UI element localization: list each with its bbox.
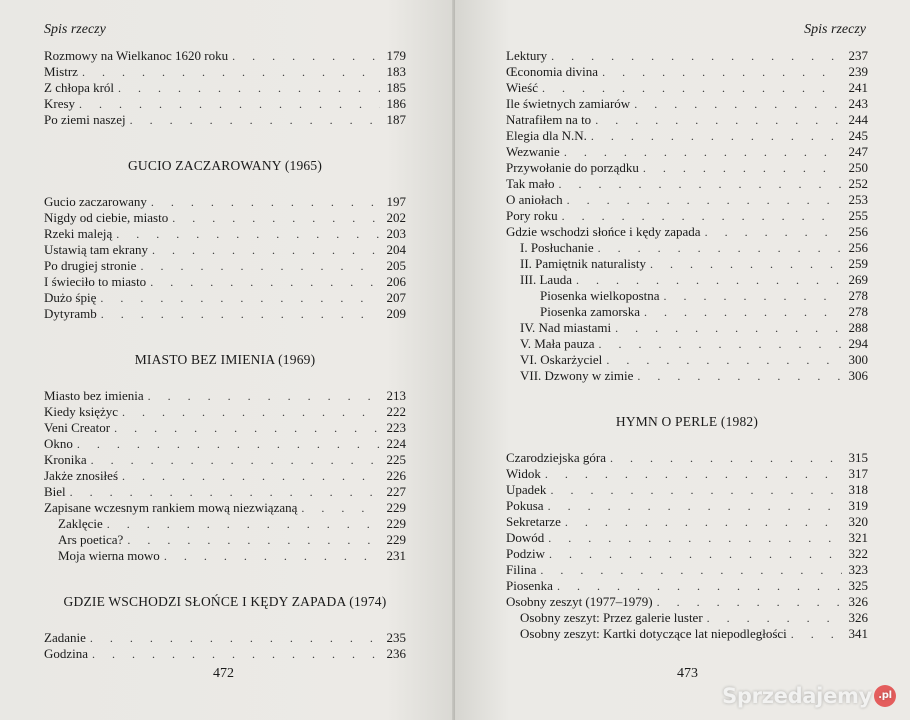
toc-entry xyxy=(506,240,868,256)
toc-dot-leader xyxy=(549,546,842,562)
toc-entry-page: 187 xyxy=(386,112,406,127)
toc-entry-page: 320 xyxy=(848,514,868,529)
toc-entry xyxy=(506,80,868,96)
toc-entry xyxy=(506,48,868,64)
toc-entry xyxy=(506,546,868,562)
toc-dot-leader xyxy=(576,272,842,288)
right-running-head: Spis rzeczy xyxy=(804,22,866,37)
toc-entry xyxy=(506,626,868,642)
section-spacer xyxy=(506,430,868,450)
toc-dot-leader xyxy=(707,610,842,626)
section-heading: HYMN O PERLE (1982) xyxy=(615,414,759,429)
toc-dot-leader xyxy=(82,64,380,80)
toc-dot-leader xyxy=(644,304,842,320)
toc-entry-title: Osobny zeszyt: Przez galerie luster xyxy=(520,610,703,625)
right-folio: 473 xyxy=(677,666,698,681)
toc-entry-page: 223 xyxy=(386,420,406,435)
toc-entry xyxy=(506,562,868,578)
section-spacer xyxy=(44,610,406,630)
toc-entry-page: 202 xyxy=(386,210,406,225)
toc-entry-page: 252 xyxy=(848,176,868,191)
left-toc xyxy=(44,48,406,662)
toc-entry-title: Kresy xyxy=(44,96,76,111)
toc-entry-page: 207 xyxy=(386,290,406,305)
toc-dot-leader xyxy=(148,388,380,404)
toc-entry-title: Veni Creator xyxy=(44,420,111,435)
toc-entry-page: 250 xyxy=(848,160,868,175)
toc-entry-title: I świeciło to miasto xyxy=(44,274,147,289)
toc-entry-title: Osobny zeszyt: Kartki dotyczące lat niepodległości xyxy=(520,626,787,641)
toc-entry xyxy=(44,436,406,452)
toc-dot-leader xyxy=(164,548,380,564)
toc-entry-page: 294 xyxy=(848,336,868,351)
toc-dot-leader xyxy=(791,626,842,642)
toc-entry-page: 213 xyxy=(386,388,406,403)
toc-entry-title: Osobny zeszyt (1977–1979) xyxy=(506,594,653,609)
toc-entry xyxy=(44,112,406,128)
toc-entry-title: Œconomia divina xyxy=(506,64,599,79)
toc-entry-page: 183 xyxy=(386,64,406,79)
toc-entry xyxy=(44,274,406,290)
toc-entry-page: 255 xyxy=(848,208,868,223)
toc-entry-title: Gucio zaczarowany xyxy=(44,194,147,209)
toc-entry-title: Elegia dla N.N. xyxy=(506,128,587,143)
toc-dot-leader xyxy=(107,516,380,532)
toc-entry-title: Pory roku xyxy=(506,208,558,223)
toc-dot-leader xyxy=(116,226,380,242)
toc-dot-leader xyxy=(152,242,380,258)
toc-dot-leader xyxy=(548,530,842,546)
toc-entry xyxy=(44,258,406,274)
toc-entry-page: 206 xyxy=(386,274,406,289)
toc-dot-leader xyxy=(551,48,842,64)
toc-entry-page: 256 xyxy=(848,240,868,255)
toc-entry-page: 197 xyxy=(386,194,406,209)
toc-entry-page: 241 xyxy=(848,80,868,95)
toc-dot-leader xyxy=(550,482,842,498)
toc-dot-leader xyxy=(79,96,380,112)
toc-entry xyxy=(44,484,406,500)
toc-entry-page: 226 xyxy=(386,468,406,483)
toc-entry-title: Okno xyxy=(44,436,73,451)
toc-dot-leader xyxy=(634,96,842,112)
toc-entry xyxy=(44,532,406,548)
toc-entry-page: 239 xyxy=(848,64,868,79)
toc-dot-leader xyxy=(118,80,380,96)
toc-entry-page: 236 xyxy=(386,646,406,661)
toc-entry-title: Natrafiłem na to xyxy=(506,112,592,127)
toc-entry-page: 321 xyxy=(848,530,868,545)
toc-dot-leader xyxy=(657,594,842,610)
toc-entry-page: 288 xyxy=(848,320,868,335)
toc-entry-page: 227 xyxy=(386,484,406,499)
toc-entry-title: Pokusa xyxy=(506,498,544,513)
section-heading: GUCIO ZACZAROWANY (1965) xyxy=(127,158,323,173)
toc-entry-page: 278 xyxy=(848,304,868,319)
toc-entry-title: Po ziemi naszej xyxy=(44,112,126,127)
toc-entry-page: 245 xyxy=(848,128,868,143)
toc-entry-title: Piosenka zamorska xyxy=(540,304,641,319)
toc-entry-title: Miasto bez imienia xyxy=(44,388,144,403)
toc-entry-title: Kiedy księżyc xyxy=(44,404,119,419)
toc-entry xyxy=(44,226,406,242)
toc-dot-leader xyxy=(598,336,842,352)
toc-entry xyxy=(44,646,406,662)
toc-entry-page: 317 xyxy=(848,466,868,481)
toc-entry-title: Po drugiej stronie xyxy=(44,258,137,273)
toc-entry-title: O aniołach xyxy=(506,192,563,207)
toc-dot-leader xyxy=(637,368,842,384)
toc-dot-leader xyxy=(557,578,842,594)
toc-entry-page: 229 xyxy=(386,532,406,547)
toc-dot-leader xyxy=(122,404,380,420)
toc-entry-page: 205 xyxy=(386,258,406,273)
toc-entry xyxy=(44,290,406,306)
toc-entry-title: Dowód xyxy=(506,530,545,545)
toc-entry-title: Filina xyxy=(506,562,537,577)
toc-entry-page: 244 xyxy=(848,112,868,127)
toc-dot-leader xyxy=(540,562,842,578)
toc-dot-leader xyxy=(114,420,380,436)
toc-dot-leader xyxy=(602,64,842,80)
toc-entry-page: 222 xyxy=(386,404,406,419)
toc-dot-leader xyxy=(610,450,842,466)
toc-entry-page: 209 xyxy=(386,306,406,321)
toc-entry xyxy=(506,256,868,272)
toc-dot-leader xyxy=(562,208,842,224)
toc-entry xyxy=(506,530,868,546)
toc-entry xyxy=(44,64,406,80)
toc-dot-leader xyxy=(100,290,380,306)
toc-entry-page: 315 xyxy=(848,450,868,465)
toc-entry-page: 300 xyxy=(848,352,868,367)
toc-entry xyxy=(44,306,406,322)
toc-entry-page: 326 xyxy=(848,610,868,625)
toc-entry-title: Ustawią tam ekrany xyxy=(44,242,148,257)
toc-entry-page: 259 xyxy=(848,256,868,271)
toc-entry-title: III. Lauda xyxy=(520,272,572,287)
watermark-text: Sprzedajemy xyxy=(722,684,872,708)
toc-entry xyxy=(506,176,868,192)
toc-entry-title: Tak mało xyxy=(506,176,555,191)
toc-dot-leader xyxy=(92,646,380,662)
toc-entry-title: Godzina xyxy=(44,646,89,661)
left-running-head: Spis rzeczy xyxy=(44,22,106,37)
toc-entry-title: Zaklęcie xyxy=(58,516,103,531)
toc-entry-page: 278 xyxy=(848,288,868,303)
toc-entry xyxy=(506,482,868,498)
toc-entry-page: 237 xyxy=(848,48,868,63)
toc-entry-page: 185 xyxy=(386,80,406,95)
toc-entry-title: II. Pamiętnik naturalisty xyxy=(520,256,647,271)
toc-entry-title: Ile świetnych zamiarów xyxy=(506,96,631,111)
toc-entry xyxy=(44,500,406,516)
toc-dot-leader xyxy=(172,210,380,226)
toc-dot-leader xyxy=(548,498,842,514)
toc-entry-title: V. Mała pauza xyxy=(520,336,595,351)
toc-entry xyxy=(44,80,406,96)
toc-entry xyxy=(506,128,868,144)
toc-dot-leader xyxy=(91,452,380,468)
toc-entry xyxy=(506,288,868,304)
toc-entry xyxy=(44,452,406,468)
left-folio: 472 xyxy=(213,666,234,681)
toc-entry-title: VI. Oskarżyciel xyxy=(520,352,603,367)
watermark-logo xyxy=(722,684,896,708)
toc-dot-leader xyxy=(591,128,842,144)
toc-entry-title: Podziw xyxy=(506,546,545,561)
toc-entry-page: 203 xyxy=(386,226,406,241)
toc-entry xyxy=(506,450,868,466)
toc-entry-title: Upadek xyxy=(506,482,547,497)
toc-entry-page: 225 xyxy=(386,452,406,467)
section-spacer xyxy=(44,322,406,352)
toc-entry-title: Wezwanie xyxy=(506,144,560,159)
toc-dot-leader xyxy=(101,306,380,322)
toc-entry xyxy=(44,548,406,564)
toc-entry-title: Rozmowy na Wielkanoc 1620 roku xyxy=(44,48,229,63)
toc-entry-page: 204 xyxy=(386,242,406,257)
toc-entry xyxy=(506,578,868,594)
toc-entry xyxy=(506,352,868,368)
toc-entry xyxy=(44,194,406,210)
toc-dot-leader xyxy=(650,256,842,272)
toc-entry-page: 224 xyxy=(386,436,406,451)
toc-dot-leader xyxy=(232,48,380,64)
toc-entry xyxy=(506,208,868,224)
toc-entry-title: VII. Dzwony w zimie xyxy=(520,368,634,383)
toc-dot-leader xyxy=(615,320,842,336)
toc-dot-leader xyxy=(150,274,380,290)
toc-entry xyxy=(506,610,868,626)
section-heading: GDZIE WSCHODZI SŁOŃCE I KĘDY ZAPADA (1974) xyxy=(63,594,387,609)
toc-dot-leader xyxy=(127,532,380,548)
toc-entry-title: Czarodziejska góra xyxy=(506,450,606,465)
toc-dot-leader xyxy=(130,112,380,128)
toc-dot-leader xyxy=(559,176,842,192)
toc-entry-page: 326 xyxy=(848,594,868,609)
toc-entry xyxy=(44,388,406,404)
toc-dot-leader xyxy=(122,468,380,484)
toc-entry-page: 325 xyxy=(848,578,868,593)
toc-entry-title: Moja wierna mowo xyxy=(58,548,160,563)
toc-entry-page: 253 xyxy=(848,192,868,207)
toc-entry-title: Lektury xyxy=(506,48,548,63)
toc-entry-title: Piosenka wielkopostna xyxy=(540,288,660,303)
toc-entry xyxy=(44,242,406,258)
toc-entry xyxy=(506,272,868,288)
toc-entry-title: Z chłopa król xyxy=(44,80,115,95)
section-heading: MIASTO BEZ IMIENIA (1969) xyxy=(134,352,316,367)
toc-entry-page: 243 xyxy=(848,96,868,111)
toc-entry-page: 323 xyxy=(848,562,868,577)
section-spacer xyxy=(44,174,406,194)
toc-entry-page: 341 xyxy=(848,626,868,641)
toc-entry-page: 306 xyxy=(848,368,868,383)
toc-entry-page: 179 xyxy=(386,48,406,63)
toc-entry-page: 186 xyxy=(386,96,406,111)
toc-entry xyxy=(44,516,406,532)
toc-dot-leader xyxy=(595,112,842,128)
toc-entry-page: 269 xyxy=(848,272,868,287)
toc-entry xyxy=(506,96,868,112)
toc-entry xyxy=(44,420,406,436)
right-toc xyxy=(506,48,868,642)
toc-dot-leader xyxy=(564,144,842,160)
toc-entry xyxy=(506,320,868,336)
toc-entry-title: Widok xyxy=(506,466,541,481)
toc-entry xyxy=(44,630,406,646)
toc-entry-title: Gdzie wschodzi słońce i kędy zapada xyxy=(506,224,701,239)
toc-entry-page: 235 xyxy=(386,630,406,645)
toc-dot-leader xyxy=(301,500,380,516)
section-spacer xyxy=(44,368,406,388)
right-page xyxy=(455,0,910,720)
toc-dot-leader xyxy=(70,484,380,500)
toc-entry-title: Wieść xyxy=(506,80,538,95)
toc-dot-leader xyxy=(542,80,842,96)
toc-entry-title: Przywołanie do porządku xyxy=(506,160,639,175)
toc-entry-title: Jakże znosiłeś xyxy=(44,468,119,483)
toc-dot-leader xyxy=(140,258,380,274)
toc-dot-leader xyxy=(565,514,842,530)
toc-entry xyxy=(506,160,868,176)
toc-entry-title: Rzeki maleją xyxy=(44,226,113,241)
toc-entry-title: Dytyramb xyxy=(44,306,97,321)
toc-entry-page: 247 xyxy=(848,144,868,159)
toc-dot-leader xyxy=(606,352,842,368)
toc-entry xyxy=(506,336,868,352)
toc-entry xyxy=(506,64,868,80)
toc-entry xyxy=(44,96,406,112)
toc-entry xyxy=(506,514,868,530)
toc-entry-page: 231 xyxy=(386,548,406,563)
toc-entry xyxy=(506,112,868,128)
toc-dot-leader xyxy=(77,436,380,452)
toc-dot-leader xyxy=(90,630,380,646)
toc-entry-title: Kronika xyxy=(44,452,87,467)
toc-entry-page: 229 xyxy=(386,516,406,531)
section-spacer xyxy=(44,564,406,594)
section-spacer xyxy=(44,128,406,158)
toc-entry-page: 322 xyxy=(848,546,868,561)
toc-entry-title: Ars poetica? xyxy=(58,532,124,547)
toc-entry-title: Mistrz xyxy=(44,64,78,79)
toc-dot-leader xyxy=(567,192,842,208)
toc-entry xyxy=(506,304,868,320)
toc-entry-title: I. Posłuchanie xyxy=(520,240,594,255)
toc-entry-title: Sekretarze xyxy=(506,514,561,529)
toc-entry xyxy=(506,144,868,160)
toc-entry-title: IV. Nad miastami xyxy=(520,320,612,335)
toc-entry xyxy=(44,468,406,484)
section-spacer xyxy=(506,384,868,414)
toc-entry-page: 319 xyxy=(848,498,868,513)
toc-entry-page: 318 xyxy=(848,482,868,497)
toc-entry-page: 229 xyxy=(386,500,406,515)
toc-dot-leader xyxy=(545,466,842,482)
toc-entry-page: 256 xyxy=(848,224,868,239)
watermark-badge: .pl xyxy=(874,685,896,707)
toc-dot-leader xyxy=(598,240,842,256)
toc-entry-title: Dużo śpię xyxy=(44,290,97,305)
toc-entry xyxy=(44,48,406,64)
toc-dot-leader xyxy=(664,288,842,304)
toc-entry xyxy=(44,404,406,420)
toc-dot-leader xyxy=(151,194,380,210)
toc-entry xyxy=(506,224,868,240)
toc-entry xyxy=(506,368,868,384)
toc-entry xyxy=(506,594,868,610)
toc-entry-title: Nigdy od ciebie, miasto xyxy=(44,210,169,225)
toc-entry xyxy=(506,192,868,208)
toc-entry xyxy=(506,466,868,482)
toc-entry-title: Biel xyxy=(44,484,66,499)
toc-entry xyxy=(44,210,406,226)
toc-dot-leader xyxy=(705,224,842,240)
toc-entry xyxy=(506,498,868,514)
toc-entry-title: Zadanie xyxy=(44,630,86,645)
toc-entry-title: Piosenka xyxy=(506,578,553,593)
toc-dot-leader xyxy=(643,160,842,176)
toc-entry-title: Zapisane wczesnym rankiem mową niezwiązaną xyxy=(44,500,298,515)
